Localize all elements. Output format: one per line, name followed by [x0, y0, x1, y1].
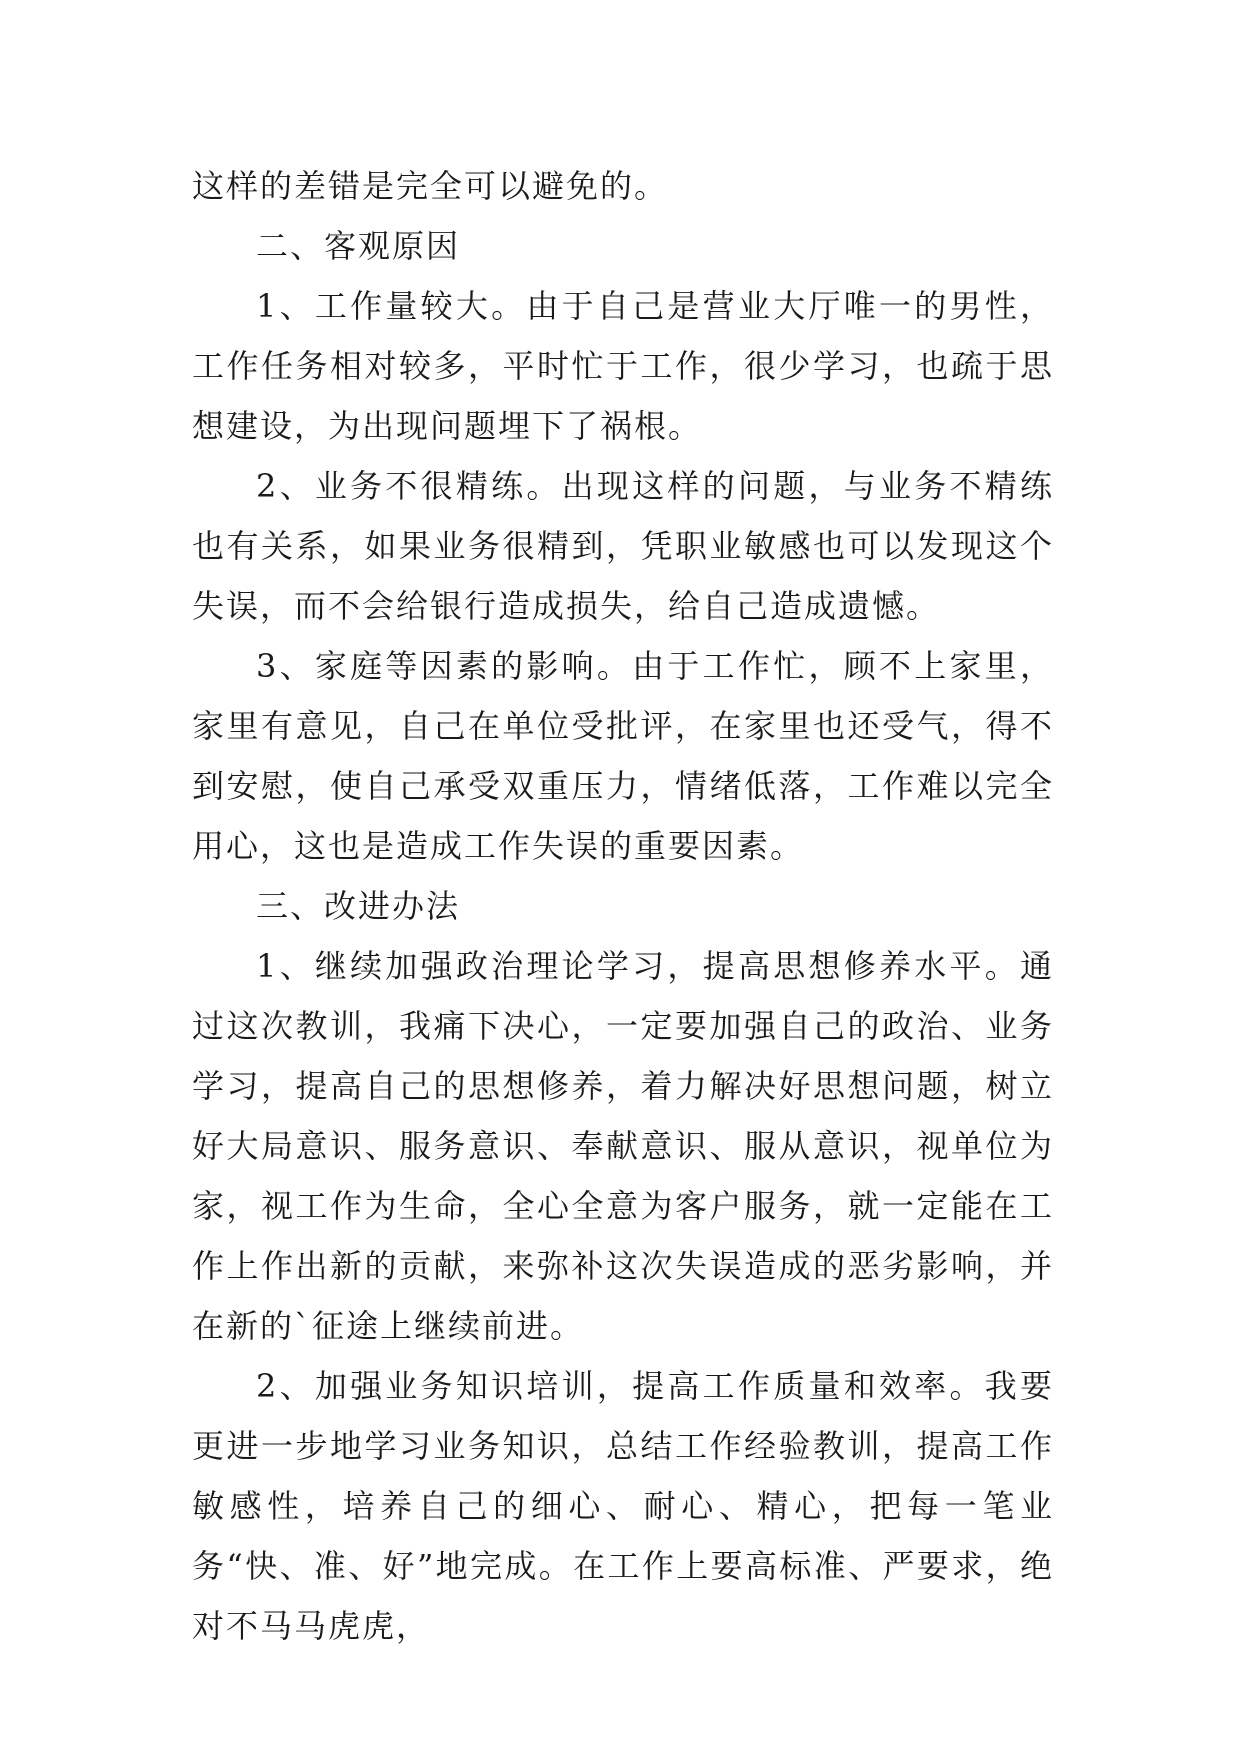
- paragraph-workload: 1、工作量较大。由于自己是营业大厅唯一的男性，工作任务相对较多，平时忙于工作，很少学习，也疏于思想建设，为出现问题埋下了祸根。: [192, 287, 1054, 445]
- section-heading-objective-causes: 二、客观原因: [256, 227, 461, 265]
- paragraph-business-skill: 2、业务不很精练。出现这样的问题，与业务不精练也有关系，如果业务很精到，凭职业敏感也可以发现这个失误，而不会给银行造成损失，给自己造成遗憾。: [192, 467, 1054, 625]
- paragraph-family-factors: 3、家庭等因素的影响。由于工作忙，顾不上家里，家里有意见，自己在单位受批评，在家里也还受气，得不到安慰，使自己承受双重压力，情绪低落，工作难以完全用心，这也是造成工作失误的重要因素。: [192, 647, 1054, 865]
- paragraph-business-training: 2、加强业务知识培训，提高工作质量和效率。我要更进一步地学习业务知识，总结工作经验教训，提高工作敏感性，培养自己的细心、耐心、精心，把每一笔业务“快、准、好”地完成。在工作上要高标准、严要求，绝对不马马虎虎，: [192, 1367, 1054, 1645]
- section-heading-improvement-methods: 三、改进办法: [256, 887, 461, 925]
- paragraph-continuation: 这样的差错是完全可以避免的。: [192, 167, 669, 205]
- paragraph-political-study: 1、继续加强政治理论学习，提高思想修养水平。通过这次教训，我痛下决心，一定要加强自己的政治、业务学习，提高自己的思想修养，着力解决好思想问题，树立好大局意识、服务意识、奉献意识、服从意识，视单位为家，视工作为生命，全心全意为客户服务，就一定能在工作上作出新的贡献，来弥补这次失误造成的恶劣影响，并在新的`征途上继续前进。: [192, 947, 1054, 1345]
- document-body: [192, 156, 1054, 1656]
